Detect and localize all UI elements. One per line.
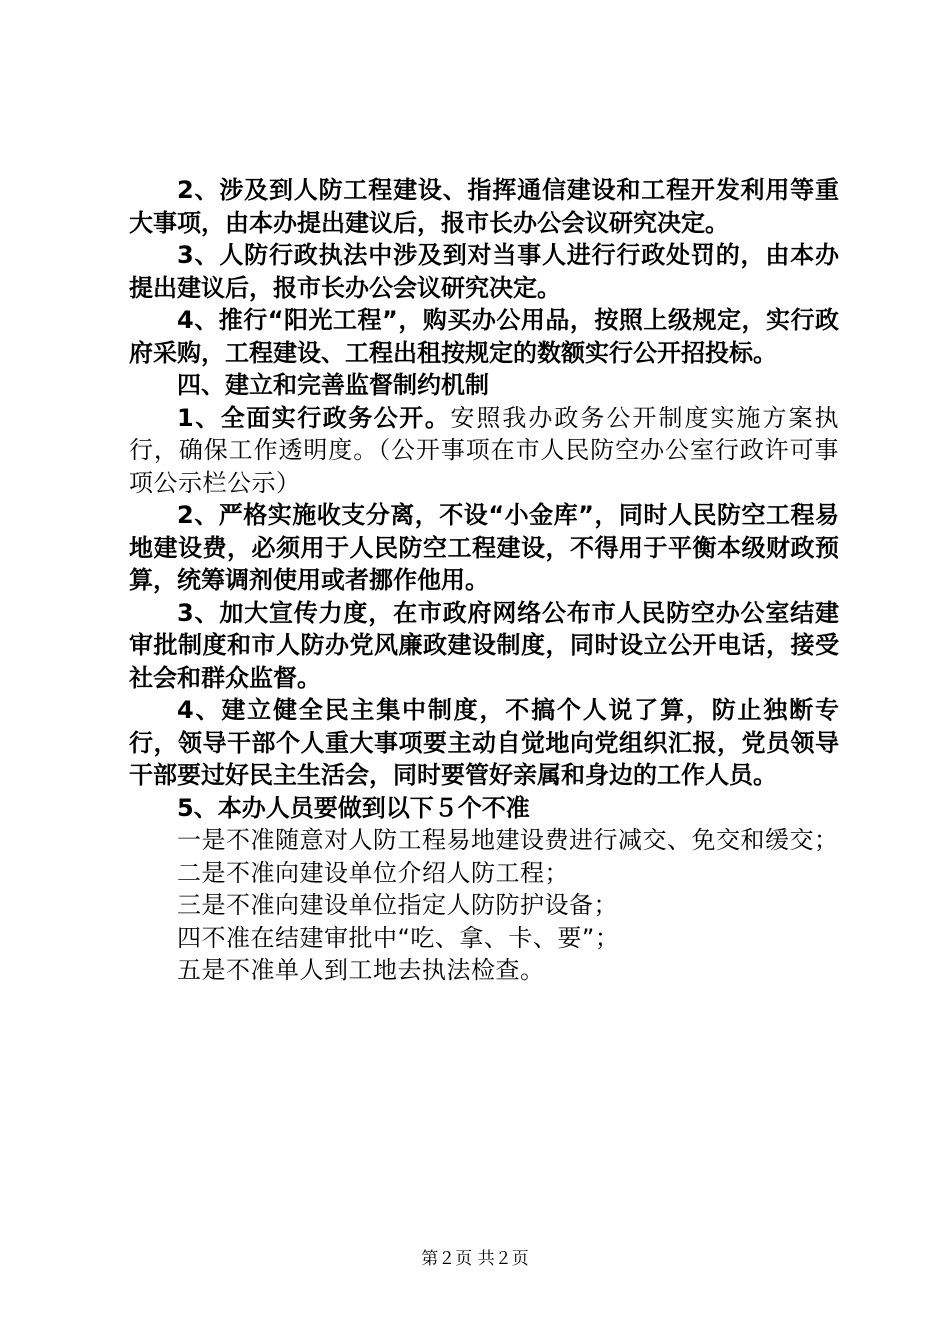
- paragraph-public-affairs: [129, 402, 839, 500]
- paragraph-five-prohibitions: 5、本办人员要做到以下５个不准: [177, 793, 530, 822]
- prohibition-item-1: 一是不准随意对人防工程易地建设费进行减交、免交和缓交；: [177, 826, 839, 854]
- paragraph-item-3: 3、人防行政执法中涉及到对当事人进行行政处罚的，由本办提出建议后，报市长办公会议研究决定。: [129, 241, 839, 302]
- prohibition-item-5: 五是不准单人到工地去执法检查。: [177, 956, 545, 984]
- paragraph-item-4: 4、推行“阳光工程”，购买办公用品，按照上级规定，实行政府采购，工程建设、工程出租按规定的数额实行公开招投标。: [129, 306, 839, 367]
- paragraph-item-2: 2、涉及到人防工程建设、指挥通信建设和工程开发利用等重大事项，由本办提出建议后，报市长办公会议研究决定。: [129, 176, 839, 237]
- section-heading-4: 四、建立和完善监督制约机制: [177, 371, 489, 399]
- paragraph-finance: 2、严格实施收支分离，不设“小金库”，同时人民防空工程易地建设费，必须用于人民防空工程建设，不得用于平衡本级财政预算，统筹调剂使用或者挪作他用。: [129, 501, 839, 594]
- prohibition-item-2: 二是不准向建设单位介绍人防工程；: [177, 858, 569, 887]
- paragraph-lead: 1、全面实行政务公开。: [177, 403, 451, 432]
- prohibition-item-3: 三是不准向建设单位指定人防防护设备；: [177, 891, 618, 919]
- paragraph-publicity: 3、加大宣传力度，在市政府网络公布市人民防空办公室结建审批制度和市人防办党风廉政建设制度，同时设立公开电话，接受社会和群众监督。: [129, 598, 839, 692]
- document-body: [129, 174, 839, 987]
- paragraph-rest: 安照我办政务公开制度实施方案执行，确保工作透明度。（公开事项在市人民防空办公室行政许可事项公示栏公示）: [129, 403, 840, 497]
- paragraph-democracy: 4、建立健全民主集中制度，不搞个人说了算，防止独断专行，领导干部个人重大事项要主动自觉地向党组织汇报，党员领导干部要过好民主生活会，同时要管好亲属和身边的工作人员。: [129, 696, 839, 789]
- page-footer: 第２页 共２页: [421, 1249, 529, 1269]
- prohibition-item-4: 四不准在结建审批中“吃、拿、卡、要”；: [177, 923, 620, 952]
